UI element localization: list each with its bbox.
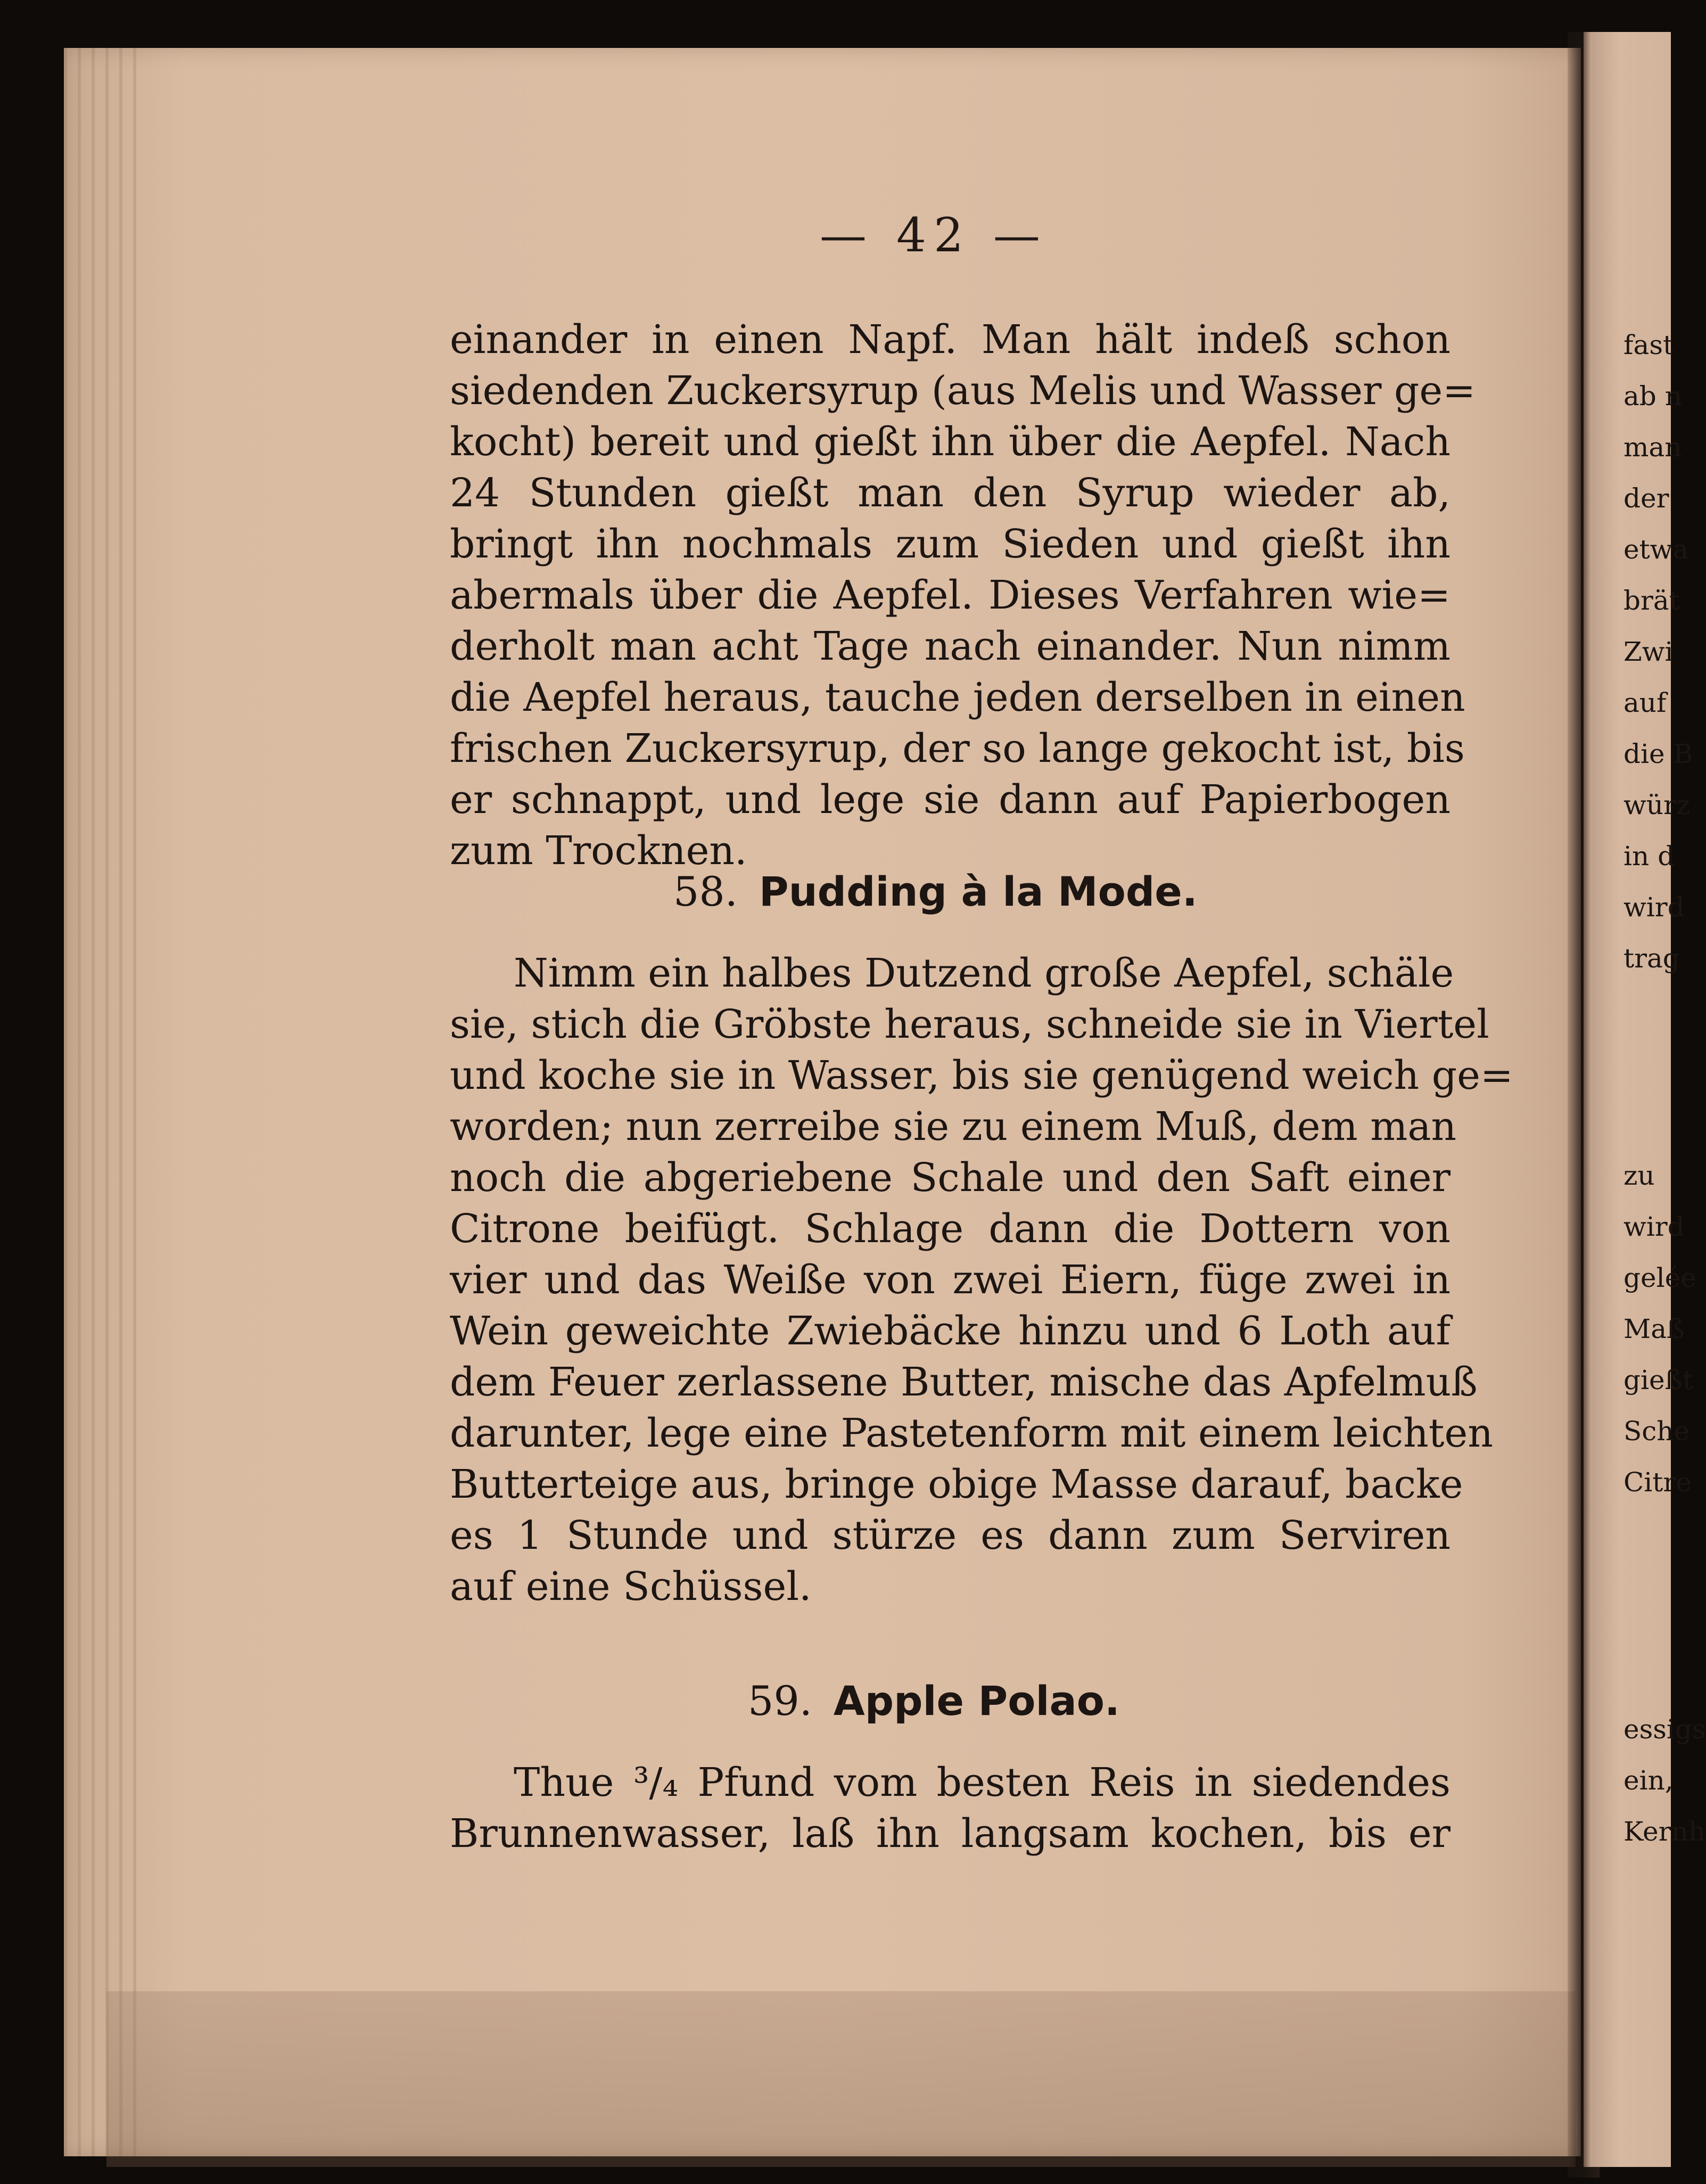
text-line: derholt man acht Tage nach einander. Nun nimm (450, 623, 1450, 669)
text-line: sie, stich die Gröbste heraus, schneide sie in Viertel (450, 1001, 1489, 1047)
text-line: es 1 Stunde und stürze es dann zum Serviren (450, 1513, 1450, 1558)
right-page-fragment: Sche (1623, 1416, 1690, 1447)
right-page-fragment: man (1623, 432, 1682, 463)
text-line: bringt ihn nochmals zum Sieden und gießt ihn (450, 521, 1450, 567)
text-line: zum Trocknen. (450, 828, 747, 874)
right-page-fragment: Maß (1623, 1313, 1685, 1344)
text-line: 24 Stunden gießt man den Syrup wieder ab, (450, 470, 1450, 516)
right-page-fragment: der (1623, 483, 1669, 514)
right-page-fragment: brät (1623, 585, 1680, 616)
text-line: die Aepfel heraus, tauche jeden derselben in einen (450, 675, 1465, 720)
right-page-fragment: gießt (1623, 1365, 1694, 1395)
text-line: Wein geweichte Zwiebäcke hinzu und 6 Loth auf (450, 1308, 1450, 1354)
recipe-59-title: Apple Polao. (833, 1677, 1120, 1725)
right-page-fragment: wird (1623, 892, 1685, 923)
right-page-fragment: Citre (1623, 1467, 1692, 1498)
right-page-fragment: ein, (1623, 1765, 1674, 1796)
right-page-fragment: zu (1623, 1160, 1655, 1191)
right-page-fragment: auf (1623, 687, 1667, 718)
text-line: Nimm ein halbes Dutzend große Aepfel, schäle (514, 950, 1454, 996)
text-line: er schnappt, und lege sie dann auf Papierbogen (450, 777, 1450, 823)
recipe-59-number: 59. (748, 1677, 812, 1725)
text-line: darunter, lege eine Pastetenform mit einem leichten (450, 1410, 1493, 1456)
text-line: frischen Zuckersyrup, der so lange gekocht ist, bis (450, 726, 1465, 771)
page-bottom-edge (106, 1991, 1576, 2167)
text-line: Butterteige aus, bringe obige Masse darauf, backe (450, 1462, 1463, 1507)
right-page-fragment: in d (1623, 841, 1675, 872)
text-line: dem Feuer zerlassene Butter, mische das Apfelmuß (450, 1359, 1478, 1405)
right-page-fragment: etwa (1623, 534, 1689, 565)
text-line: vier und das Weiße von zwei Eiern, füge zwei in (450, 1257, 1450, 1303)
text-line: und koche sie in Wasser, bis sie genügend weich ge= (450, 1053, 1513, 1098)
right-page-fragment: die B (1623, 738, 1693, 769)
text-line: abermals über die Aepfel. Dieses Verfahren wie= (450, 572, 1450, 618)
right-page-fragment: trag (1623, 943, 1680, 974)
recipe-58-title: Pudding à la Mode. (759, 868, 1198, 915)
right-page-fragment: ab n (1623, 381, 1682, 412)
text-line: Thue ³/₄ Pfund vom besten Reis in siedendes (514, 1760, 1450, 1805)
recipe-59-heading (748, 1677, 1120, 1725)
recipe-58-number: 58. (673, 868, 738, 915)
text-line: noch die abgeriebene Schale und den Saft einer (450, 1155, 1450, 1201)
right-page-fragment: essigs (1623, 1714, 1706, 1745)
recipe-58-heading (673, 868, 1198, 915)
text-line: Brunnenwasser, laß ihn langsam kochen, bis er (450, 1811, 1450, 1857)
right-page-fragment: Kernh (1623, 1816, 1705, 1847)
right-page-fragment: würz (1623, 790, 1691, 820)
text-line: auf eine Schüssel. (450, 1564, 812, 1610)
text-line: kocht) bereit und gießt ihn über die Aepfel. Nach (450, 419, 1450, 465)
text-line: siedenden Zuckersyrup (aus Melis und Wasser ge= (450, 368, 1476, 414)
right-page-fragment: fast (1623, 330, 1674, 360)
right-page-fragment: wird (1623, 1211, 1685, 1242)
right-page-fragment: Zwi (1623, 636, 1674, 667)
text-line: Citrone beifügt. Schlage dann die Dottern von (450, 1206, 1450, 1252)
right-page-fragment: gelée (1623, 1262, 1696, 1293)
text-line: einander in einen Napf. Man hält indeß schon (450, 317, 1450, 363)
text-line: worden; nun zerreibe sie zu einem Muß, dem man (450, 1104, 1457, 1150)
page-edge-shading (64, 48, 144, 2156)
page-number: — 42 — (820, 208, 1048, 262)
